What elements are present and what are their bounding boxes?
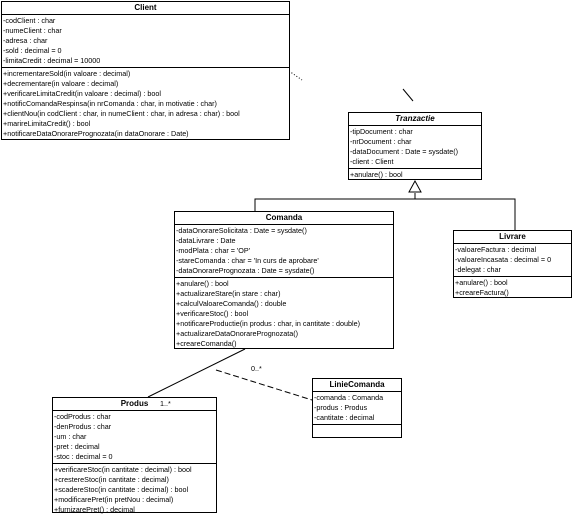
attribute: -stareComanda : char = 'In curs de aprobare' bbox=[176, 256, 319, 265]
attribute: -adresa : char bbox=[3, 36, 48, 45]
generalization-comanda bbox=[255, 193, 415, 211]
attribute: -dataDocument : Date = sysdate() bbox=[350, 147, 459, 156]
attribute: -produs : Produs bbox=[314, 403, 368, 412]
operation: +anulare() : bool bbox=[176, 279, 229, 288]
operation: +notificareProductie(in produs : char, in cantitate : double) bbox=[176, 319, 360, 328]
class-name: Tranzactie bbox=[349, 113, 481, 126]
attribute: -dataOnorarePrognozata : Date = sysdate() bbox=[176, 266, 315, 275]
client-tranzactie-association-end bbox=[403, 89, 413, 101]
attribute: -nrDocument : char bbox=[350, 137, 412, 146]
class-name: Client bbox=[2, 2, 289, 15]
operation: +actualizareDataOnorarePrognozata() bbox=[176, 329, 299, 338]
attribute: -codClient : char bbox=[3, 16, 56, 25]
class-produs[interactable] bbox=[52, 397, 217, 513]
attributes-section bbox=[53, 411, 216, 464]
operation: +furnizarePret() : decimal bbox=[54, 505, 135, 514]
attribute: -stoc : decimal = 0 bbox=[54, 452, 113, 461]
class-client[interactable] bbox=[1, 1, 290, 140]
comanda-produs-association bbox=[148, 349, 245, 397]
attributes-section bbox=[2, 15, 289, 68]
attribute: -client : Client bbox=[350, 157, 394, 166]
class-liniecomanda[interactable] bbox=[312, 378, 402, 438]
attribute: -valoareIncasata : decimal = 0 bbox=[455, 255, 552, 264]
class-comanda[interactable] bbox=[174, 211, 394, 349]
attribute: -pret : decimal bbox=[54, 442, 100, 451]
operation: +creareFactura() bbox=[455, 288, 509, 297]
attributes-section bbox=[175, 225, 393, 278]
attribute: -valoareFactura : decimal bbox=[455, 245, 537, 254]
attribute: -cantitate : decimal bbox=[314, 413, 375, 422]
operation: +creareComanda() bbox=[176, 339, 237, 348]
operation: +verificareLimitaCredit(in valoare : decimal) : bool bbox=[3, 89, 161, 98]
comanda-liniecomanda-association bbox=[216, 370, 312, 400]
operations-section bbox=[53, 464, 216, 516]
operations-section bbox=[175, 278, 393, 350]
operation: +crestereStoc(in cantitate : decimal) bbox=[54, 475, 169, 484]
operation: +clientNou(in codClient : char, in numeClient : char, in adresa : char) : bool bbox=[3, 109, 240, 118]
operation: +notificComandaRespinsa(in nrComanda : char, in motivatie : char) bbox=[3, 99, 217, 108]
attribute: -um : char bbox=[54, 432, 87, 441]
operation: +incrementareSold(in valoare : decimal) bbox=[3, 69, 131, 78]
class-name: Produs bbox=[53, 398, 216, 411]
operations-section bbox=[313, 425, 401, 427]
operation: +notificareDataOnorarePrognozata(in dataOnorare : Date) bbox=[3, 129, 189, 138]
attributes-section bbox=[313, 392, 401, 425]
class-name: Livrare bbox=[454, 231, 571, 244]
operation: +calculValoareComanda() : double bbox=[176, 299, 287, 308]
class-name: LinieComanda bbox=[313, 379, 401, 392]
operations-section bbox=[349, 169, 481, 181]
attribute: -codProdus : char bbox=[54, 412, 111, 421]
attribute: -comanda : Comanda bbox=[314, 393, 384, 402]
class-name: Comanda bbox=[175, 212, 393, 225]
attribute: -modPlata : char = 'OP' bbox=[176, 246, 251, 255]
attributes-section bbox=[454, 244, 571, 277]
generalization-livrare bbox=[415, 199, 515, 230]
class-tranzactie[interactable] bbox=[348, 112, 482, 180]
operation: +scadereStoc(in cantitate : decimal) : bool bbox=[54, 485, 189, 494]
operation: +verificareStoc() : bool bbox=[176, 309, 249, 318]
attribute: -dataLivrare : Date bbox=[176, 236, 236, 245]
attribute: -delegat : char bbox=[455, 265, 501, 274]
attribute: -limitaCredit : decimal = 10000 bbox=[3, 56, 101, 65]
generalization-arrowhead bbox=[409, 181, 421, 192]
operation: +anulare() : bool bbox=[455, 278, 508, 287]
operation: +actualizareStare(in stare : char) bbox=[176, 289, 281, 298]
attribute: -sold : decimal = 0 bbox=[3, 46, 62, 55]
attribute: -numeClient : char bbox=[3, 26, 62, 35]
operation: +decrementare(in valoare : decimal) bbox=[3, 79, 119, 88]
operations-section bbox=[454, 277, 571, 299]
attributes-section bbox=[349, 126, 481, 169]
attribute: -tipDocument : char bbox=[350, 127, 413, 136]
operation: +marireLimitaCredit() : bool bbox=[3, 119, 91, 128]
multiplicity-label-liniecomanda: 0..* bbox=[251, 364, 262, 373]
multiplicity-label-produs: 1..* bbox=[160, 399, 171, 408]
attribute: -dataOnorareSolicitata : Date = sysdate() bbox=[176, 226, 307, 235]
operation: +verificareStoc(in cantitate : decimal) : bool bbox=[54, 465, 192, 474]
operation: +anulare() : bool bbox=[350, 170, 403, 179]
attribute: -denProdus : char bbox=[54, 422, 112, 431]
client-tranzactie-association bbox=[289, 71, 302, 80]
operation: +modificarePret(in pretNou : decimal) bbox=[54, 495, 174, 504]
operations-section bbox=[2, 68, 289, 140]
class-livrare[interactable] bbox=[453, 230, 572, 298]
